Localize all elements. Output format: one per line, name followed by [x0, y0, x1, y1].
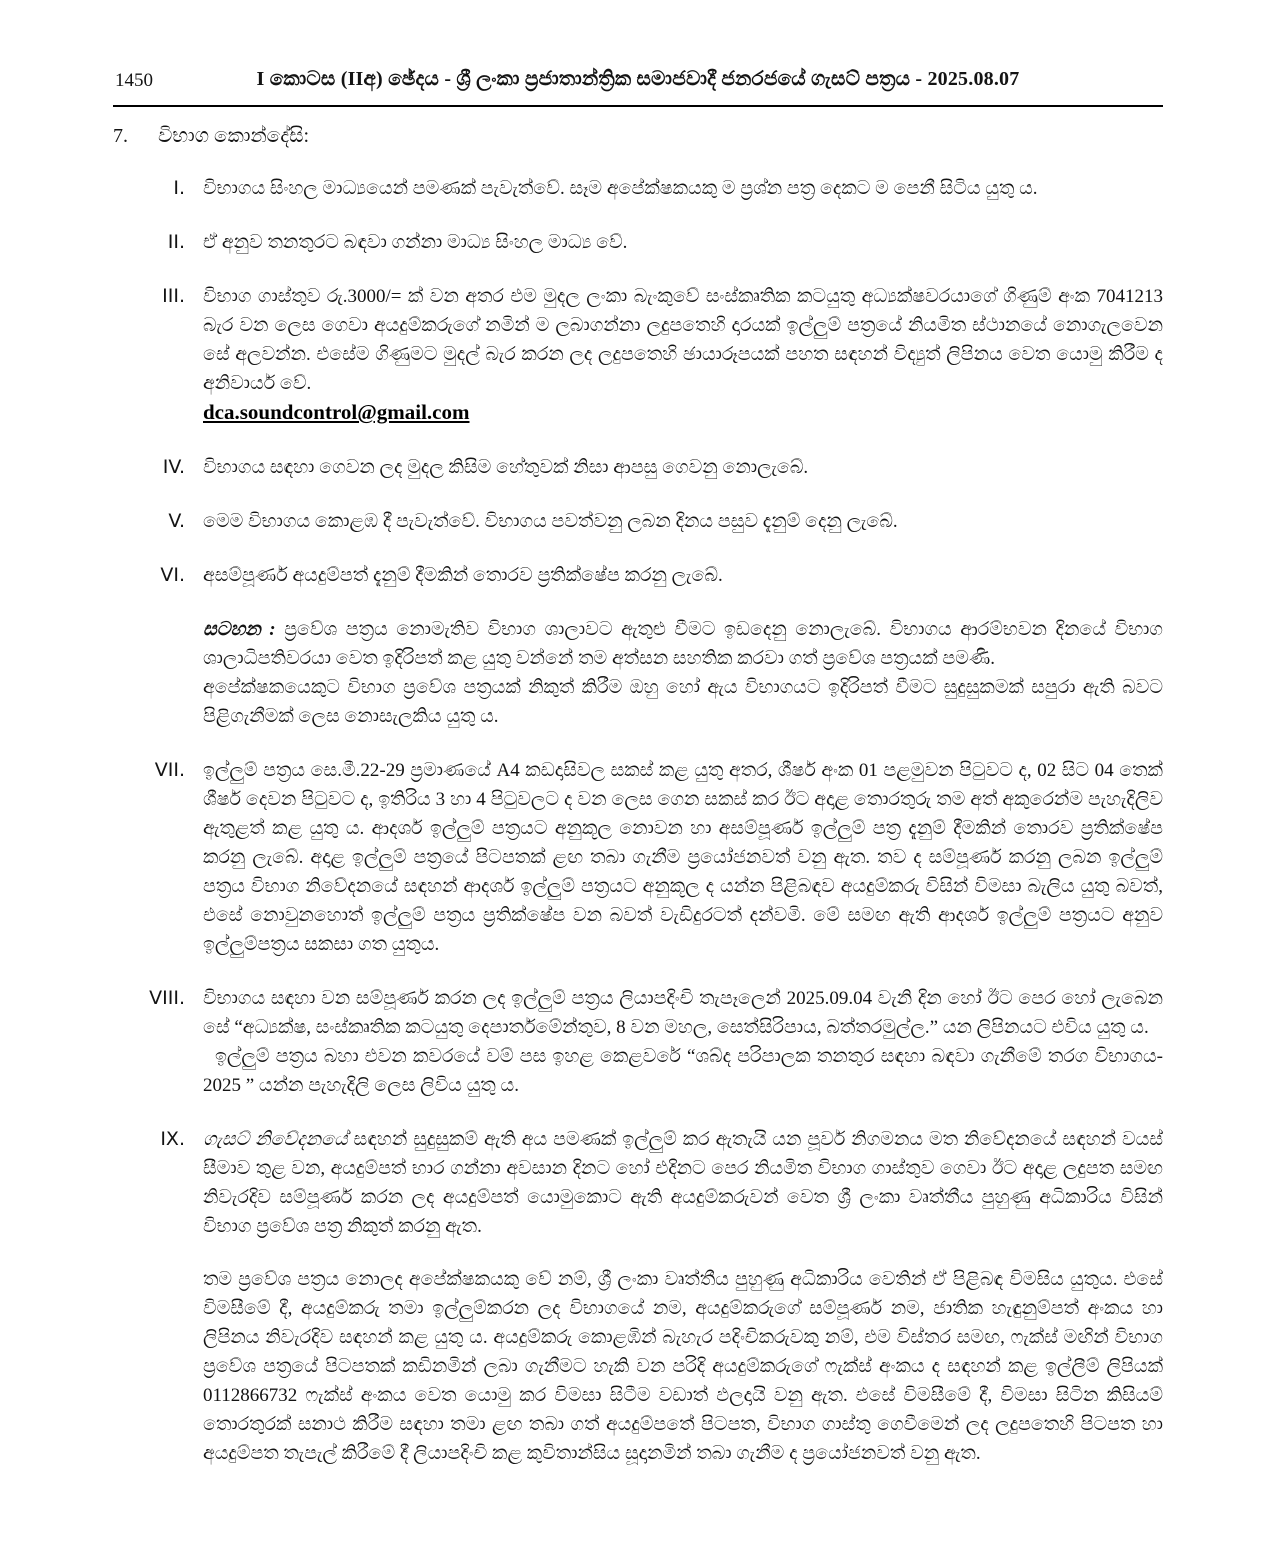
page-number: 1450 — [115, 70, 153, 91]
item-text: විභාග ගාස්තුව රු.3000/= ක් වන අතර එම මුදල ලංකා බැංකුවේ සංස්කෘතික කටයුතු අධ්‍යක්ෂවරයාගේ ගිණුම් අංක 7041213 බැර වන ලෙස ගෙවා අයදුම්කරුගේ නමින් ම ලබාගන්නා ලදුපතෙහි දාරයක් ඉල්ලුම් පත්‍රයේ නියමිත ස්ථානයේ නොගැලවෙන සේ අලවන්න. එසේම ගිණුමට මුදල් බැර කරන ලද ලදුපතෙහි ඡායාරූපයක් පහත සඳහන් විද්‍යුත් ලිපිනය වෙත යොමු කිරීම ද අනිවාර්ය වේ. — [203, 286, 1163, 394]
condition-item-7 — [113, 756, 1163, 959]
item-text-2: තම ප්‍රවේශ පත්‍රය නොලද අපේක්ෂකයකු වේ නම්, ශ්‍රී ලංකා වෘත්තීය පුහුණු අධිකාරිය වෙතින් ඒ පිළිබඳ විමසිය යුතුය. එසේ විමසීමේ දී, අයදුම්කරු තමා ඉල්ලුම්කරන ලද විභාගයේ නම, අයදුම්කරුගේ සම්පූර්ණ නම, ජාතික හැඳුනුම්පත් අංකය හා ලිපිනය නිවැරදිව සඳහන් කළ යුතු ය. අයදුම්කරු කොළඹින් බැහැර පදිංචිකරුවකු නම්, එම විස්තර සමඟ, ෆැක්ස් මඟින් විභාග ප්‍රවේශ පත්‍රයේ පිටපතක් කඩිනමින් ලබා ගැනීමට හැකි වන පරිදි අයදුම්කරුගේ ෆැක්ස් අංකය ද සඳහන් කළ ඉල්ලීම් ලිපියක් 0112866732 ෆැක්ස් අංකය වෙත යොමු කර විමසා සිටීම වඩාත් ඵලදායි වනු ඇත. එසේ විමසීමේ දී, විමසා සිටින කිසියම් තොරතුරක් සනාථ කිරීම සඳහා තමා ළඟ තබා ගත් අයදුම්පතේ පිටපත, විභාග ගාස්තු ගෙවීමෙන් ලද ලදුපතෙහි පිටපත හා අයදුම්පත තැපැල් කිරීමේ දී ලියාපදිංචි කළ කුවිතාන්සිය සූදානමින් තබා ගැනීම ද ප්‍රයෝජනවත් වනු ඇත. — [203, 1269, 1163, 1464]
item-text: විභාගය සඳහා වන සම්පූර්ණ කරන ලද ඉල්ලුම් පත්‍රය ලියාපදිංචි තැපෑලෙන් 2025.09.04 වැනි දින හෝ ඊට පෙර හෝ ලැබෙන සේ “අධ්‍යක්ෂ, සංස්කෘතික කටයුතු දෙපාර්තමේන්තුව, 8 වන මහල, සෙත්සිරිපාය, බත්තරමුල්ල.” යන ලිපිනයට එවිය යුතු ය. — [203, 988, 1163, 1038]
item-text: විභාගය සඳහා ගෙවන ලද මුදල කිසිම හේතුවක් නිසා ආපසු ගෙවනු නොලැබේ. — [203, 457, 809, 478]
item-numeral: IX. — [160, 1128, 185, 1150]
item-numeral: IV. — [162, 456, 185, 478]
note-text: සටහන : ප්‍රවේශ පත්‍රය නොමැතිව විභාග ශාලාවට ඇතුළු වීමට ඉඩදෙනු නොලැබේ. විභාගය ආරම්භවන දිනයේ විභාග ශාලාධිපතිවරයා වෙත ඉදිරිපත් කළ යුතු වන්නේ තම අත්සන සහතික කරවා ගත් ප්‍රවේශ පත්‍රයක් පමණි. — [203, 619, 1164, 669]
item-text: අසම්පූර්ණ අයදුම්පත් දැනුම් දීමකින් තොරව ප්‍රතික්ෂේප කරනු ලැබේ. — [203, 565, 723, 586]
condition-item-2 — [113, 228, 1163, 257]
condition-item-5 — [113, 507, 1163, 536]
item-numeral: III. — [162, 285, 185, 307]
email-link[interactable]: dca.soundcontrol@gmail.com — [203, 400, 470, 424]
item-lead-italic: ගැසට් නිවේදනයේ — [203, 1129, 348, 1150]
item-text: ගැසට් නිවේදනයේ සඳහන් සුදුසුකම් ඇති අය පමණක් ඉල්ලුම් කර ඇතැයි යන පූර්ව නිගමනය මත නිවේදනයේ සඳහන් වයස් සීමාව තුළ වන, අයදුම්පත් භාර ගන්නා අවසාන දිනට හෝ එදිනට පෙර නියමිත විභාග ගාස්තුව ගෙවා ඊට අදාළ ලදුපත සමඟ නිවැරදිව සම්පූර්ණ කරන ලද අයදුම්පත් යොමුකොට ඇති අයදුම්කරුවන් වෙත ශ්‍රී ලංකා වෘත්තීය පුහුණු අධිකාරිය විසින් විභාග ප්‍රවේශ පත්‍ර නිකුත් කරනු ඇත. — [203, 1129, 1164, 1237]
item-numeral: VII. — [154, 759, 185, 781]
condition-item-4 — [113, 453, 1163, 482]
item-text: ඒ අනුව තනතුරට බඳවා ගන්නා මාධ්‍ය සිංහල මාධ්‍ය වේ. — [203, 232, 628, 253]
page-header — [113, 64, 1163, 98]
condition-item-8 — [113, 984, 1163, 1100]
item-text: ඉල්ලුම් පත්‍රය සෙ.මී.22-29 ප්‍රමාණයේ A4 කඩදාසිවල සකස් කළ යුතු අතර, ශීර්ෂ අංක 01 පළමුවන පිටුවට ද, 02 සිට 04 තෙක් ශීර්ෂ දෙවන පිටුවට ද, ඉතිරිය 3 හා 4 පිටුවලට ද වන ලෙස ගෙන සකස් කර ඊට අදාළ තොරතුරු තම අත් අකුරෙන්ම පැහැදිලිව ඇතුළත් කළ යුතු ය. ආදර්ශ ඉල්ලුම් පත්‍රයට අනුකූල නොවන හා අසම්පූර්ණ ඉල්ලුම් පත්‍ර දැනුම් දීමකින් තොරව ප්‍රතික්ෂේප කරනු ලැබේ. අදාළ ඉල්ලුම් පත්‍රයේ පිටපතක් ළඟ තබා ගැනීම ප්‍රයෝජනවත් වනු ඇත. තව ද සම්පූර්ණ කරනු ලබන ඉල්ලුම් පත්‍රය විභාග නිවේදනයේ සඳහන් ආදර්ශ ඉල්ලුම් පත්‍රයට අනුකූල ද යන්න පිළිබඳව අයදුම්කරු විසින් විමසා බැලිය යුතු බවත්, එසේ නොවුනහොත් ඉල්ලුම් පත්‍රය ප්‍රතික්ෂේප වන බවත් වැඩිදුරටත් දන්වමි. මේ සමඟ ඇති ආදර්ශ ඉල්ලුම් පත්‍රයට අනුව ඉල්ලුම්පත්‍රය සකසා ගත යුතුය. — [203, 760, 1163, 955]
gazette-header-title: I කොටස (IIඅ) ඡේදය - ශ්‍රී ලංකා ප්‍රජාතාන්ත්‍රික සමාජවාදී ජනරජයේ ගැසට් පත්‍රය - 2025.08.07 — [256, 68, 1020, 90]
conditions-list — [113, 174, 1163, 1468]
item-numeral: I. — [173, 177, 185, 199]
condition-item-6 — [113, 561, 1163, 590]
item-numeral: VI. — [160, 564, 185, 586]
item-numeral: V. — [168, 510, 185, 532]
header-rule-divider — [113, 105, 1163, 107]
note-block — [113, 615, 1163, 731]
note-label: සටහන : — [203, 619, 276, 640]
section-heading — [113, 125, 1163, 148]
item-text: විභාගය සිංහල මාධ්‍යයෙන් පමණක් පැවැත්වේ. සෑම අපේක්ෂකයකු ම ප්‍රශ්න පත්‍ර දෙකට ම පෙනී සිටිය යුතු ය. — [203, 178, 1038, 199]
item-text-2: ඉල්ලුම් පත්‍රය බහා එවන කවරයේ වම් පස ඉහළ කෙළවරේ “ශබ්ද පරිපාලක තනතුර සඳහා බඳවා ගැනීමේ තරග විභාගය- 2025 ” යන්න පැහැදිලි ලෙස ලිවිය යුතු ය. — [203, 1046, 1163, 1096]
note-text-2: අපේක්ෂකයෙකුට විභාග ප්‍රවේශ පත්‍රයක් නිකුත් කිරීම ඔහු හෝ ඇය විභාගයට ඉදිරිපත් වීමට සුදුසුකමක් සපුරා ඇති බවට පිළිගැනීමක් ලෙස නොසැලකිය යුතු ය. — [203, 677, 1163, 727]
email-line — [203, 398, 1163, 428]
section-title: විභාග කොන්දේසි: — [158, 125, 310, 147]
condition-item-3 — [113, 282, 1163, 428]
section-number: 7. — [113, 125, 128, 147]
condition-item-1 — [113, 174, 1163, 203]
condition-item-9 — [113, 1125, 1163, 1468]
item-numeral: II. — [167, 231, 185, 253]
page-content — [113, 64, 1163, 1493]
item-text: මෙම විභාගය කොළඹ දී පැවැත්වේ. විභාගය පවත්වනු ලබන දිනය පසුව දැනුම් දෙනු ලැබේ. — [203, 511, 898, 532]
note-numeral-spacer — [113, 615, 185, 731]
item-numeral: VIII. — [149, 987, 185, 1009]
